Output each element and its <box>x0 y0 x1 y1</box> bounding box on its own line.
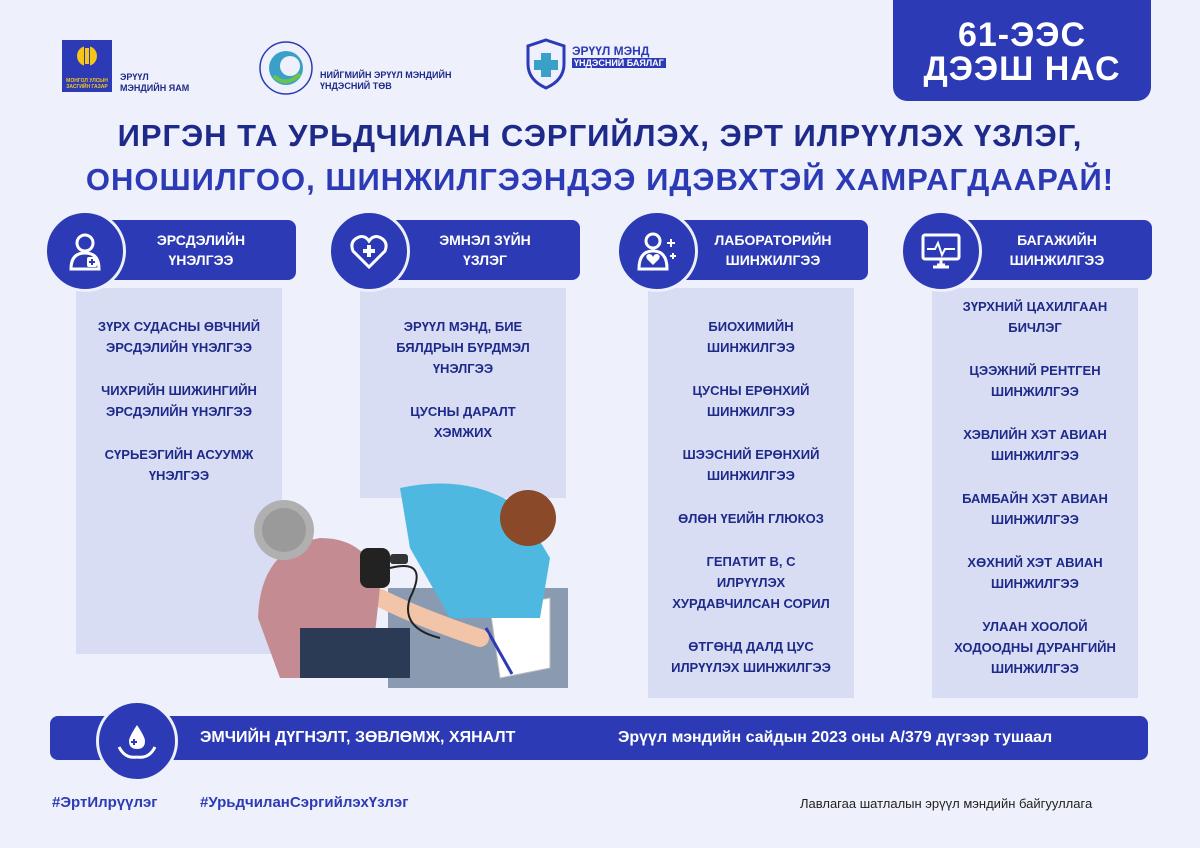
list-item: БИОХИМИЙН ШИНЖИЛГЭЭ <box>707 319 795 355</box>
list-item: ЗҮРХ СУДАСНЫ ӨВЧНИЙ ЭРСДЭЛИЙН ҮНЭЛГЭЭ <box>97 319 261 355</box>
list-item: ЗҮРХНИЙ ЦАХИЛГААН БИЧЛЭГ <box>962 299 1108 335</box>
person-plus-icon <box>44 210 126 292</box>
center-swirl-icon <box>256 40 316 96</box>
column-title-line: БАГАЖИЙН <box>1017 232 1097 248</box>
column-title-line: ҮЗЛЭГ <box>463 252 507 268</box>
heart-plus-icon <box>328 210 410 292</box>
column-title-line: ЭРСДЭЛИЙН <box>156 232 246 248</box>
age-badge <box>893 0 1151 101</box>
list-item: ӨТГӨНД ДАЛД ЦУС ИЛРҮҮЛЭХ ШИНЖИЛГЭЭ <box>671 639 831 675</box>
footer-left-text: ЭМЧИЙН ДҮГНЭЛТ, ЗӨВЛӨМЖ, ХЯНАЛТ <box>200 729 516 746</box>
column-header-risk <box>96 220 296 280</box>
hashtag-preventive-exam[interactable]: #УрьдчиланСэргийлэхҮзлэг <box>200 794 409 811</box>
age-badge-line1: 61-ЭЭС <box>957 16 1087 54</box>
column-title-line: ҮНЭЛГЭЭ <box>168 252 234 268</box>
shield-plus-icon <box>524 38 568 90</box>
column-items-instrument <box>932 296 1138 679</box>
list-item: УЛААН ХООЛОЙ ХОДООДНЫ ДУРАНГИЙН ШИНЖИЛГЭЭ <box>954 619 1116 676</box>
list-item: ЦУСНЫ ЕРӨНХИЙ ШИНЖИЛГЭЭ <box>692 383 810 419</box>
list-item: ЧИХРИЙН ШИЖИНГИЙН ЭРСДЭЛИЙН ҮНЭЛГЭЭ <box>101 383 257 419</box>
column-title-line: ЛАБОРАТОРИЙН <box>714 232 832 248</box>
column-title-line: ШИНЖИЛГЭЭ <box>1009 252 1105 268</box>
age-badge-line2: ДЭЭШ НАС <box>923 50 1121 88</box>
logo-center <box>256 40 456 96</box>
ministry-name-line1: ЭРҮҮЛ <box>120 72 149 82</box>
emblem-icon <box>62 40 112 92</box>
list-item: СҮРЬЕЭГИЙН АСУУМЖ ҮНЭЛГЭЭ <box>104 447 254 483</box>
center-name-line2: ҮНДЭСНИЙ ТӨВ <box>320 81 392 91</box>
column-items-clinical <box>360 316 566 443</box>
list-item: ГЕПАТИТ В, С ИЛРҮҮЛЭХ ХУРДАВЧИЛСАН СОРИЛ <box>672 554 830 611</box>
ministry-name-line2: МЭНДИЙН ЯАМ <box>120 83 190 93</box>
wealth-name-line1: ЭРҮҮЛ МЭНД <box>572 44 650 58</box>
column-title-line: ЭМНЭЛ ЗҮЙН <box>439 232 531 248</box>
wealth-name-line2: ҮНДЭСНИЙ БАЯЛАГ <box>574 58 664 68</box>
footer-right-text: Эрүүл мэндийн сайдын 2023 оны А/379 дүгээр тушаал <box>618 729 1053 746</box>
column-header-instrument <box>952 220 1152 280</box>
headline-line2: ОНОШИЛГОО, ШИНЖИЛГЭЭНДЭЭ ИДЭВХТЭЙ ХАМРАГДААРАЙ! <box>85 162 1115 197</box>
hashtag-early-detection[interactable]: #ЭртИлрүүлэг <box>52 794 158 811</box>
column-items-lab <box>648 316 854 678</box>
list-item: ӨЛӨН ҮЕИЙН ГЛЮКОЗ <box>678 511 824 526</box>
hands-drop-icon <box>96 700 178 782</box>
list-item: ШЭЭСНИЙ ЕРӨНХИЙ ШИНЖИЛГЭЭ <box>682 447 820 483</box>
list-item: ХӨХНИЙ ХЭТ АВИАН ШИНЖИЛГЭЭ <box>967 555 1103 591</box>
column-header-lab <box>668 220 868 280</box>
center-name-line1: НИЙГМИЙН ЭРҮҮЛ МЭНДИЙН <box>320 70 452 80</box>
list-item: БАМБАЙН ХЭТ АВИАН ШИНЖИЛГЭЭ <box>962 491 1108 527</box>
list-item: ЭРҮҮЛ МЭНД, БИЕ БЯЛДРЫН БҮРДМЭЛ ҮНЭЛГЭЭ <box>396 319 530 376</box>
doctor-patient-illustration <box>250 478 570 690</box>
patient-heart-icon <box>616 210 698 292</box>
list-item: ХЭВЛИЙН ХЭТ АВИАН ШИНЖИЛГЭЭ <box>963 427 1107 463</box>
emblem-caption: МОНГОЛ УЛСЫН ЗАСГИЙН ГАЗАР <box>66 78 108 90</box>
list-item: ЦЭЭЖНИЙ РЕНТГЕН ШИНЖИЛГЭЭ <box>969 363 1101 399</box>
column-items-risk <box>76 316 282 486</box>
column-title-line: ШИНЖИЛГЭЭ <box>725 252 821 268</box>
logo-ministry <box>62 40 212 96</box>
headline-line1: ИРГЭН ТА УРЬДЧИЛАН СЭРГИЙЛЭХ, ЭРТ ИЛРҮҮЛЭХ ҮЗЛЭГ, <box>117 118 1083 153</box>
monitor-heart-icon <box>900 210 982 292</box>
list-item: ЦУСНЫ ДАРАЛТ ХЭМЖИХ <box>410 404 516 440</box>
footer-bar <box>50 716 1148 760</box>
logo-wealth <box>524 38 674 94</box>
column-header-clinical <box>380 220 580 280</box>
bottom-note: Лавлагаа шатлалын эрүүл мэндийн байгууллага <box>800 796 1093 811</box>
